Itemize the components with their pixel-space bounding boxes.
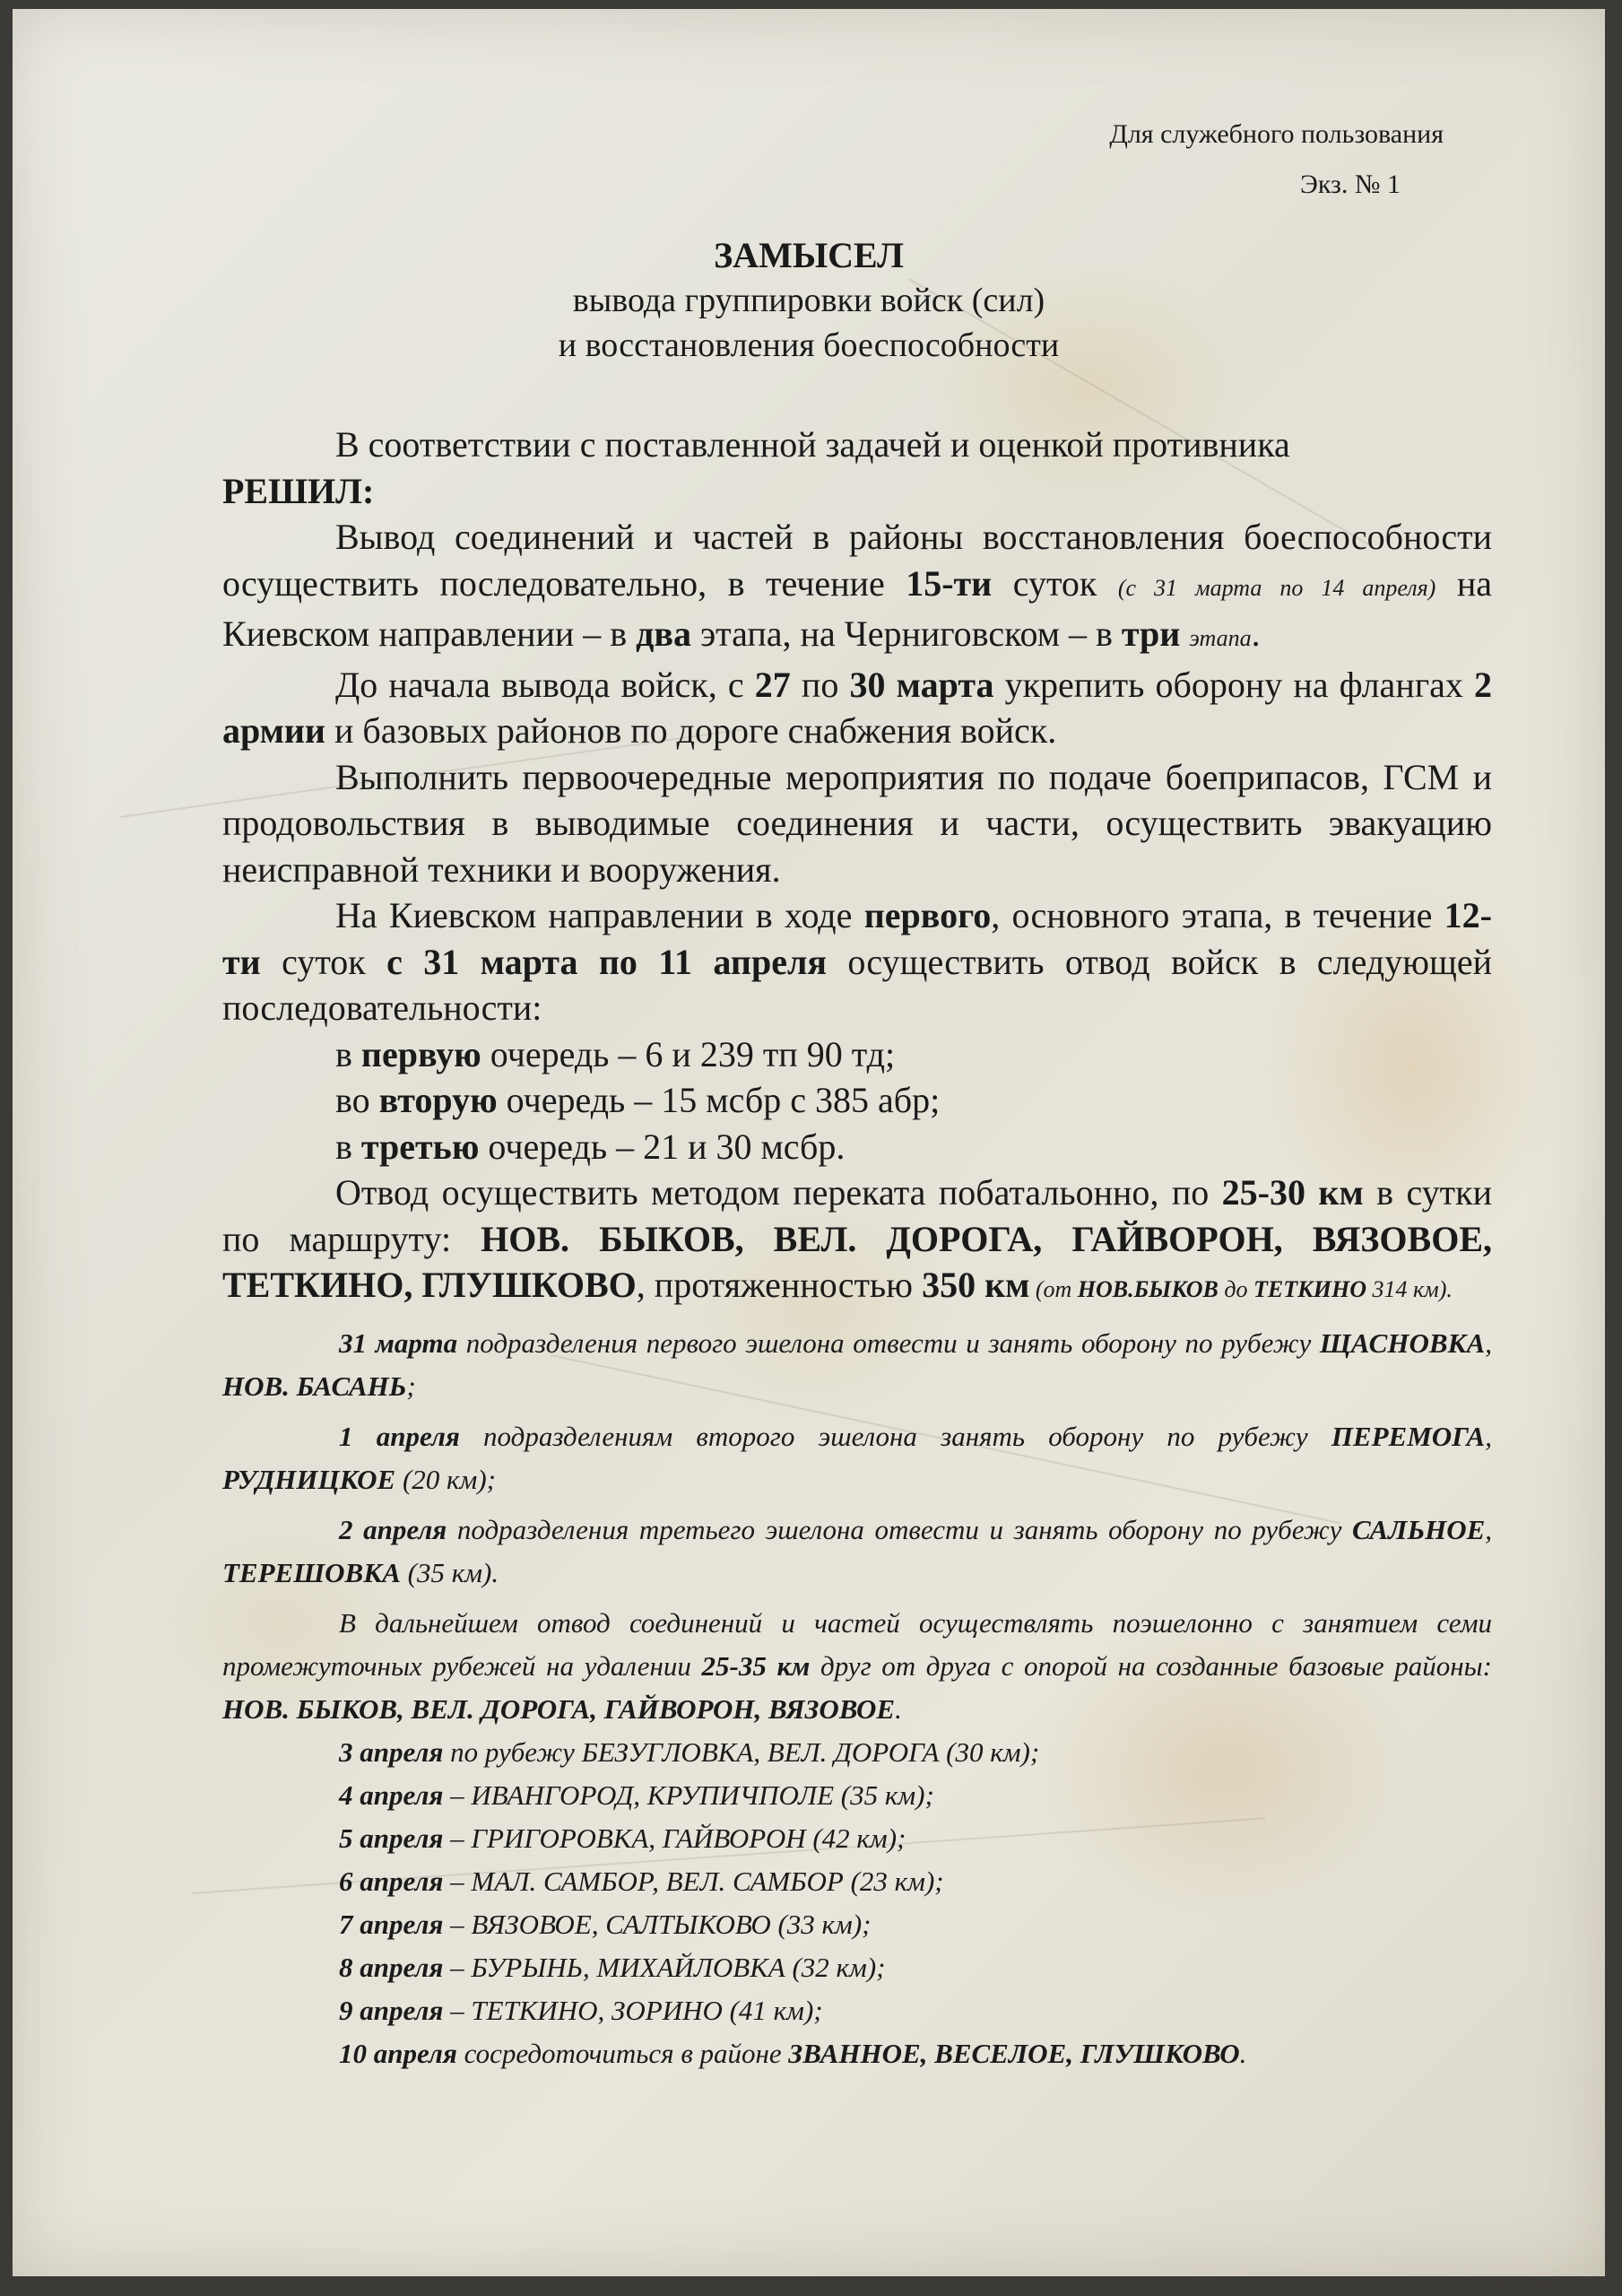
document-page — [13, 9, 1605, 2276]
document-title — [13, 233, 1605, 368]
queue-item-2: во вторую очередь – 15 мсбр с 385 абр; — [335, 1080, 941, 1120]
decision-heading: РЕШИЛ: — [222, 470, 375, 511]
document-body — [222, 422, 1492, 2075]
queue-item-1: в первую очередь – 6 и 239 тп 90 тд; — [335, 1033, 896, 1074]
paragraph-supply: Выполнить первоочередные мероприятия по подаче боеприпасов, ГСМ и продовольствия в выводимые соединения и части, осуществить эвакуацию неисправной техники и вооружения. — [222, 756, 1492, 890]
title-main: ЗАМЫСЕЛ — [714, 235, 904, 275]
paragraph-withdrawal: Вывод соединений и частей в районы восстановления боеспособности осуществить последовательно, в течение 15-ти суток (с 31 марта по 14 апреля) на Киевском направлении – в два этапа, на Черниговском – в три этапа. — [222, 517, 1493, 654]
copy-number: Экз. № 1 — [1300, 170, 1401, 199]
day-item: 7 апреля – ВЯЗОВОЕ, САЛТЫКОВО (33 км); — [339, 1908, 872, 1940]
day-item: 5 апреля – ГРИГОРОВКА, ГАЙВОРОН (42 км); — [339, 1822, 906, 1854]
classification-header — [1109, 109, 1444, 210]
day-item: 6 апреля – МАЛ. САМБОР, ВЕЛ. САМБОР (23 км); — [339, 1865, 944, 1897]
paragraph-kiev-direction: На Киевском направлении в ходе первого, основного этапа, в течение 12-ти суток с 31 марта по 11 апреля осуществить отвод войск в следующей последовательности: — [222, 895, 1492, 1028]
stage-2-april: 2 апреля подразделения третьего эшелона отвести и занять оборону по рубежу САЛЬНОЕ, ТЕРЕШОВКА (35 км). — [222, 1513, 1493, 1588]
day-item: 4 апреля – ИВАНГОРОД, КРУПИЧПОЛЕ (35 км); — [339, 1779, 934, 1811]
intro-paragraph: В соответствии с поставленной задачей и оценкой противника — [335, 424, 1290, 465]
stage-further: В дальнейшем отвод соединений и частей осуществлять поэшелонно с занятием семи промежуточных рубежей на удалении 25-35 км друг от друга с опорой на созданные базовые районы: НОВ. БЫКОВ, ВЕЛ. ДОРОГА, ГАЙВОРОН, ВЯЗОВОЕ. — [222, 1606, 1493, 1725]
day-item: 3 апреля по рубежу БЕЗУГЛОВКА, ВЕЛ. ДОРОГА (30 км); — [339, 1735, 1040, 1768]
paragraph-route: Отвод осуществить методом переката побатальонно, по 25-30 км в сутки по маршруту: НОВ. БЫКОВ, ВЕЛ. ДОРОГА, ГАЙВОРОН, ВЯЗОВОЕ, ТЕТКИНО, ГЛУШКОВО, протяженностью 350 км (от НОВ.БЫКОВ до ТЕТКИНО 314 км). — [222, 1172, 1493, 1305]
queue-item-3: в третью очередь – 21 и 30 мсбр. — [335, 1126, 846, 1167]
paragraph-defense: До начала вывода войск, с 27 по 30 марта укрепить оборону на флангах 2 армии и базовых районов по дороге снабжения войск. — [222, 664, 1493, 751]
day-item: 8 апреля – БУРЫНЬ, МИХАЙЛОВКА (32 км); — [339, 1951, 886, 1983]
title-line-2: вывода группировки войск (сил) — [572, 282, 1045, 319]
final-concentration: 10 апреля сосредоточиться в районе ЗВАННОЕ, ВЕСЕЛОЕ, ГЛУШКОВО. — [339, 2037, 1247, 2069]
stage-1-april: 1 апреля подразделениям второго эшелона занять оборону по рубежу ПЕРЕМОГА, РУДНИЦКОЕ (20 км); — [222, 1420, 1492, 1495]
day-item: 9 апреля – ТЕТКИНО, ЗОРИНО (41 км); — [339, 1994, 823, 2026]
title-line-3: и восстановления боеспособности — [558, 326, 1060, 364]
classification-label: Для служебного пользования — [1109, 119, 1444, 149]
stage-31-march: 31 марта подразделения первого эшелона отвести и занять оборону по рубежу ЩАСНОВКА, НОВ. БАСАНЬ; — [222, 1326, 1492, 1402]
stages-section — [222, 1322, 1492, 2075]
